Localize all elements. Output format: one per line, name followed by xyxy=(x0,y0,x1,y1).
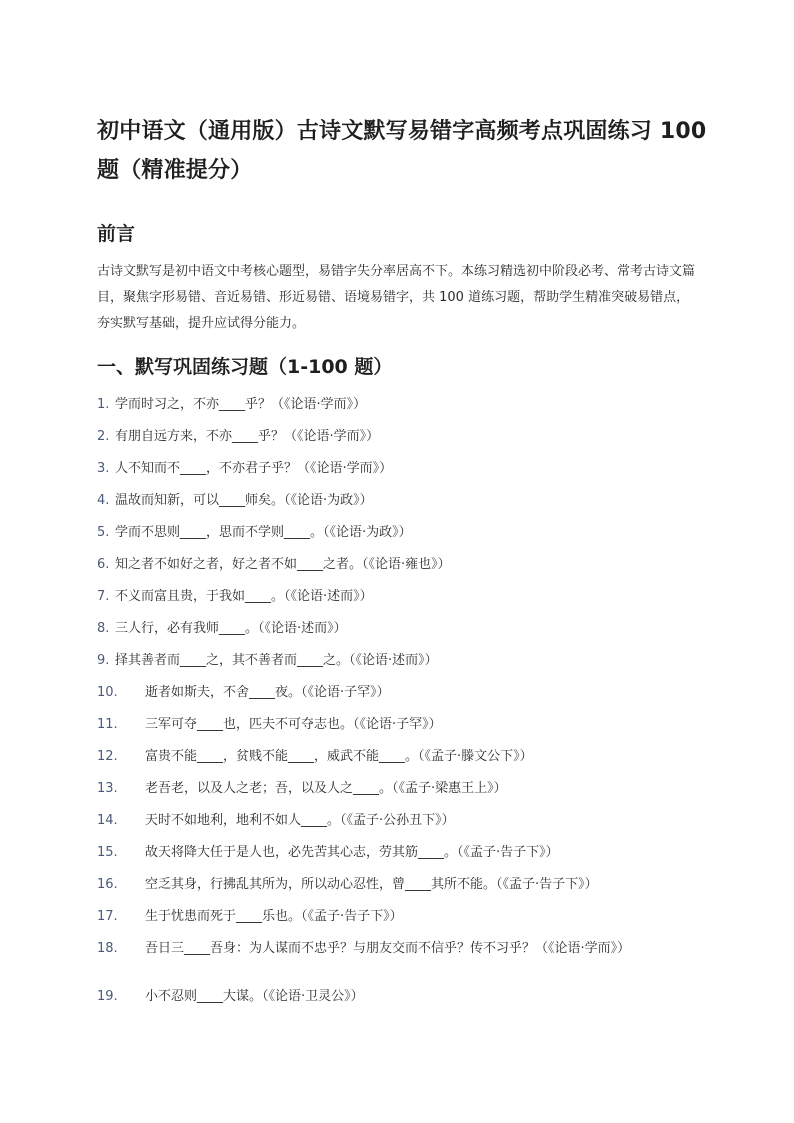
question-text: 三人行，必有我师____。（《论语·述而》） xyxy=(115,621,347,636)
question-text: 小不忍则____大谋。（《论语·卫灵公》） xyxy=(145,989,364,1004)
question-text: 温故而知新，可以____师矣。（《论语·为政》） xyxy=(115,493,373,508)
question-item xyxy=(97,618,707,650)
question-item xyxy=(97,458,707,490)
question-item xyxy=(97,810,707,842)
question-text: 逝者如斯夫，不舍____夜。（《论语·子罕》） xyxy=(145,685,390,700)
question-number: 8. xyxy=(97,621,110,636)
question-number: 18. xyxy=(97,941,118,956)
question-item xyxy=(97,490,707,522)
question-item xyxy=(97,842,707,874)
question-text: 不义而富且贵，于我如____。（《论语·述而》） xyxy=(115,589,373,604)
question-text: 老吾老，以及人之老；吾，以及人之____。（《孟子·梁惠王上》） xyxy=(145,781,507,796)
question-number: 16. xyxy=(97,877,118,892)
question-text: 生于忧患而死于____乐也。（《孟子·告子下》） xyxy=(145,909,403,924)
question-number: 11. xyxy=(97,717,118,732)
question-text: 择其善者而____之，其不善者而____之。（《论语·述而》） xyxy=(115,653,438,668)
question-number: 9. xyxy=(97,653,110,668)
question-text: 人不知而不____，不亦君子乎？（《论语·学而》） xyxy=(115,461,393,476)
preface-heading: 前言 xyxy=(97,223,136,245)
question-number: 13. xyxy=(97,781,118,796)
question-item xyxy=(97,906,707,938)
question-item xyxy=(97,554,707,586)
question-text: 有朋自远方来，不亦____乎？（《论语·学而》） xyxy=(115,429,380,444)
question-text: 天时不如地利，地利不如人____。（《孟子·公孙丑下》） xyxy=(145,813,455,828)
question-item xyxy=(97,986,707,1018)
question-number: 5. xyxy=(97,525,110,540)
question-item xyxy=(97,586,707,618)
question-item xyxy=(97,778,707,810)
question-number: 6. xyxy=(97,557,110,572)
question-number: 3. xyxy=(97,461,110,476)
question-item xyxy=(97,394,707,426)
question-text: 三军可夺____也，匹夫不可夺志也。（《论语·子罕》） xyxy=(145,717,442,732)
question-number: 7. xyxy=(97,589,110,604)
question-item xyxy=(97,938,707,986)
question-number: 14. xyxy=(97,813,118,828)
question-number: 10. xyxy=(97,685,118,700)
document-title: 初中语文（通用版）古诗文默写易错字高频考点巩固练习 100 题（精准提分） xyxy=(97,119,707,183)
question-item xyxy=(97,874,707,906)
question-text: 富贵不能____，贫贱不能____，威武不能____。（《孟子·滕文公下》） xyxy=(145,749,533,764)
question-item xyxy=(97,714,707,746)
question-item xyxy=(97,522,707,554)
question-text: 故天将降大任于是人也，必先苦其心志，劳其筋____。（《孟子·告子下》） xyxy=(145,845,559,860)
question-item xyxy=(97,746,707,778)
question-number: 12. xyxy=(97,749,118,764)
exercise-section-heading: 一、默写巩固练习题（1-100 题） xyxy=(97,356,393,378)
question-text: 知之者不如好之者，好之者不如____之者。（《论语·雍也》） xyxy=(115,557,451,572)
question-text: 空乏其身，行拂乱其所为，所以动心忍性，曾____其所不能。（《孟子·告子下》） xyxy=(145,877,598,892)
question-number: 19. xyxy=(97,989,118,1004)
question-item xyxy=(97,650,707,682)
preface-body: 古诗文默写是初中语文中考核心题型，易错字失分率居高不下。本练习精选初中阶段必考、常考古诗文篇目，聚焦字形易错、音近易错、形近易错、语境易错字，共 100 道练习题，帮助学生精准突破易错点，夯实默写基础，提升应试得分能力。 xyxy=(97,264,696,331)
question-number: 2. xyxy=(97,429,110,444)
question-text: 学而不思则____，思而不学则____。（《论语·为政》） xyxy=(115,525,412,540)
question-item xyxy=(97,682,707,714)
question-text: 学而时习之，不亦____乎？（《论语·学而》） xyxy=(115,397,367,412)
question-number: 4. xyxy=(97,493,110,508)
question-number: 15. xyxy=(97,845,118,860)
question-list xyxy=(97,394,707,1018)
question-number: 1. xyxy=(97,397,110,412)
question-number: 17. xyxy=(97,909,118,924)
question-item xyxy=(97,426,707,458)
question-text: 吾日三____吾身：为人谋而不忠乎？与朋友交而不信乎？传不习乎？（《论语·学而》） xyxy=(145,941,631,956)
